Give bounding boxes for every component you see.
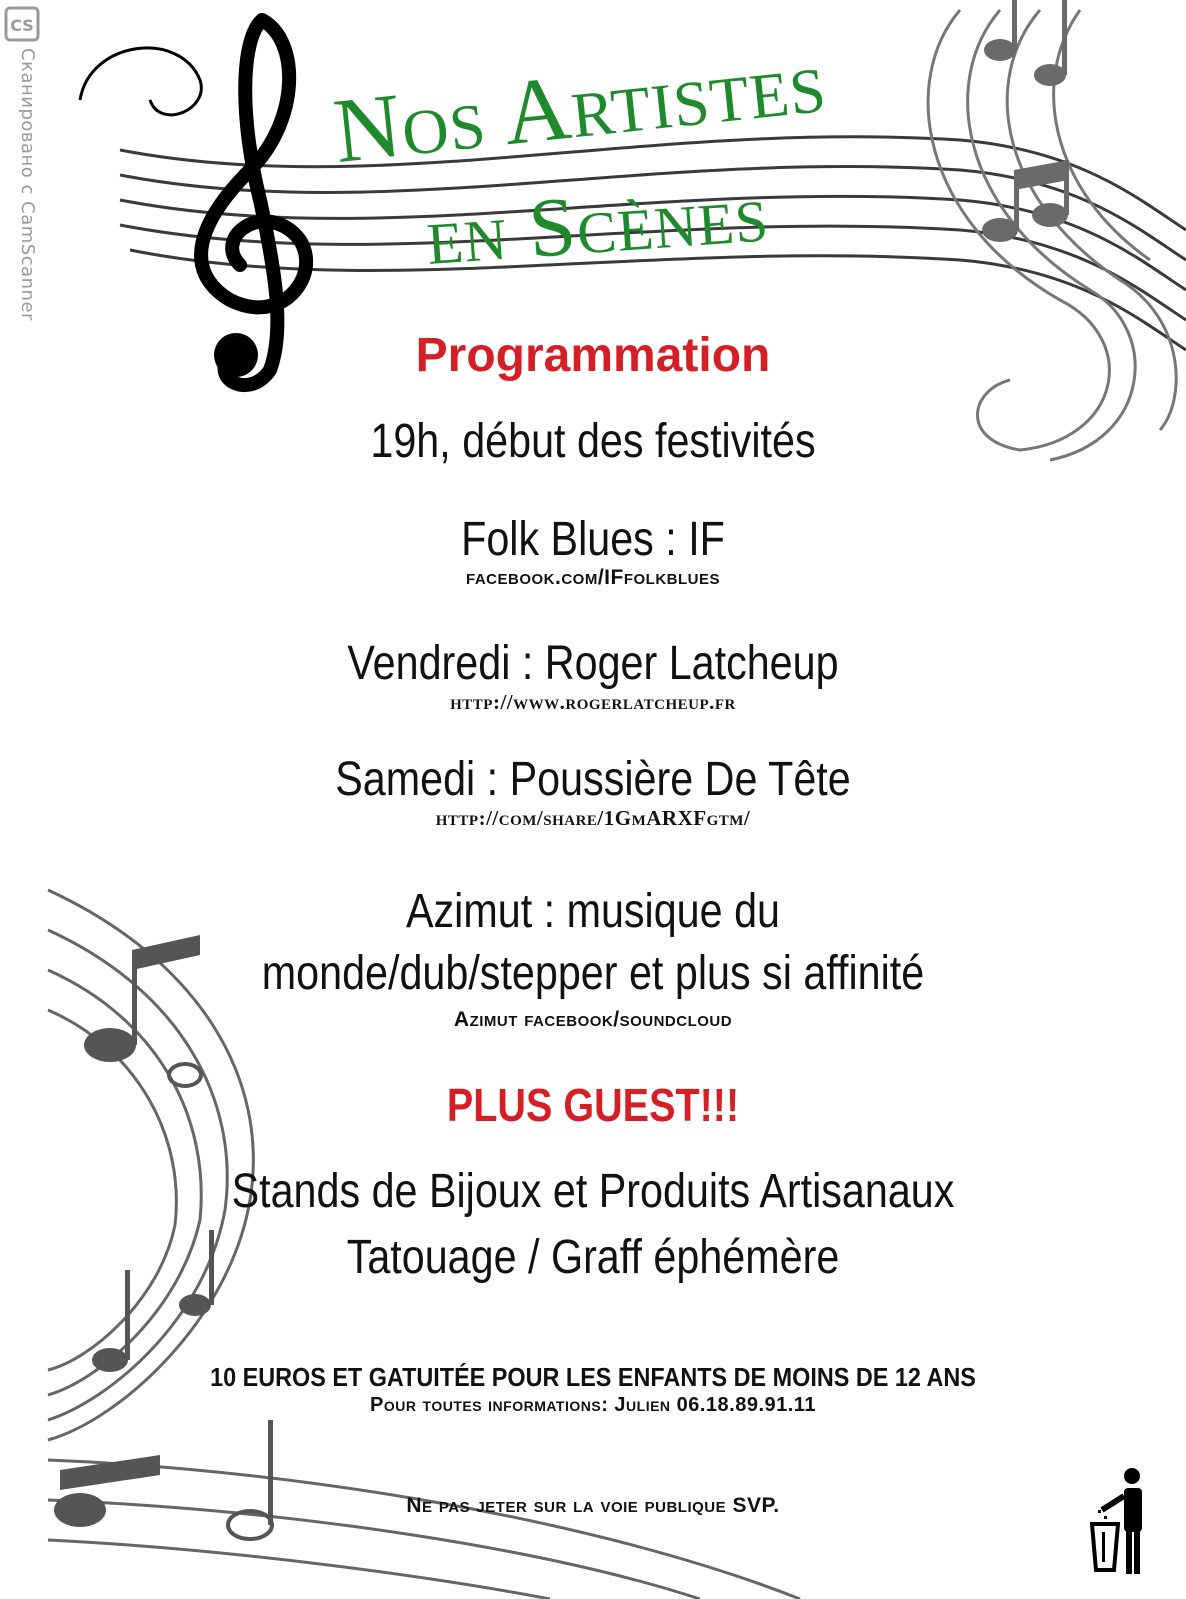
price-info: 10 EUROS ET GATUITÉE POUR LES ENFANTS DE MOINS DE 12 ANS	[210, 1362, 976, 1392]
act-3-link: http://com/share/1GmARXFgtm/	[435, 806, 751, 830]
camscanner-logo-icon	[4, 6, 40, 42]
camscanner-watermark: Сканировано с CamScanner	[17, 48, 38, 321]
litter-bin-icon	[1090, 1466, 1160, 1576]
act-4-link: Azimut facebook/soundcloud	[453, 1008, 733, 1031]
stands-text: Stands de Bijoux et Produits Artisanaux	[231, 1165, 955, 1218]
title-line-1: Nos Artistes	[329, 29, 831, 183]
act-2-link: http://www.rogerlatcheup.fr	[450, 690, 736, 714]
guest-banner: PLUS GUEST!!!	[446, 1079, 740, 1131]
camscanner-badge-text: CS	[10, 16, 34, 35]
program-heading: Programmation	[415, 329, 771, 382]
litter-notice: Ne pas jeter sur la voie publique SVP.	[406, 1494, 780, 1517]
act-2-name: Vendredi : Roger Latcheup	[347, 637, 839, 690]
act-4-name-line-1: Azimut : musique du	[406, 885, 780, 938]
title-line-2: en Scènes	[423, 166, 772, 284]
act-4-name-line-2: monde/dub/stepper et plus si affinité	[261, 947, 925, 1000]
start-time: 19h, début des festivités	[370, 415, 816, 468]
tattoo-text: Tatouage / Graff éphémère	[346, 1231, 840, 1284]
contact-info: Pour toutes informations: Julien 06.18.89.91.11	[370, 1394, 816, 1416]
act-3-name: Samedi : Poussière De Tête	[335, 753, 851, 806]
act-1-name: Folk Blues : IF	[461, 513, 725, 566]
act-1-link: facebook.com/IFfolkblues	[466, 566, 720, 589]
